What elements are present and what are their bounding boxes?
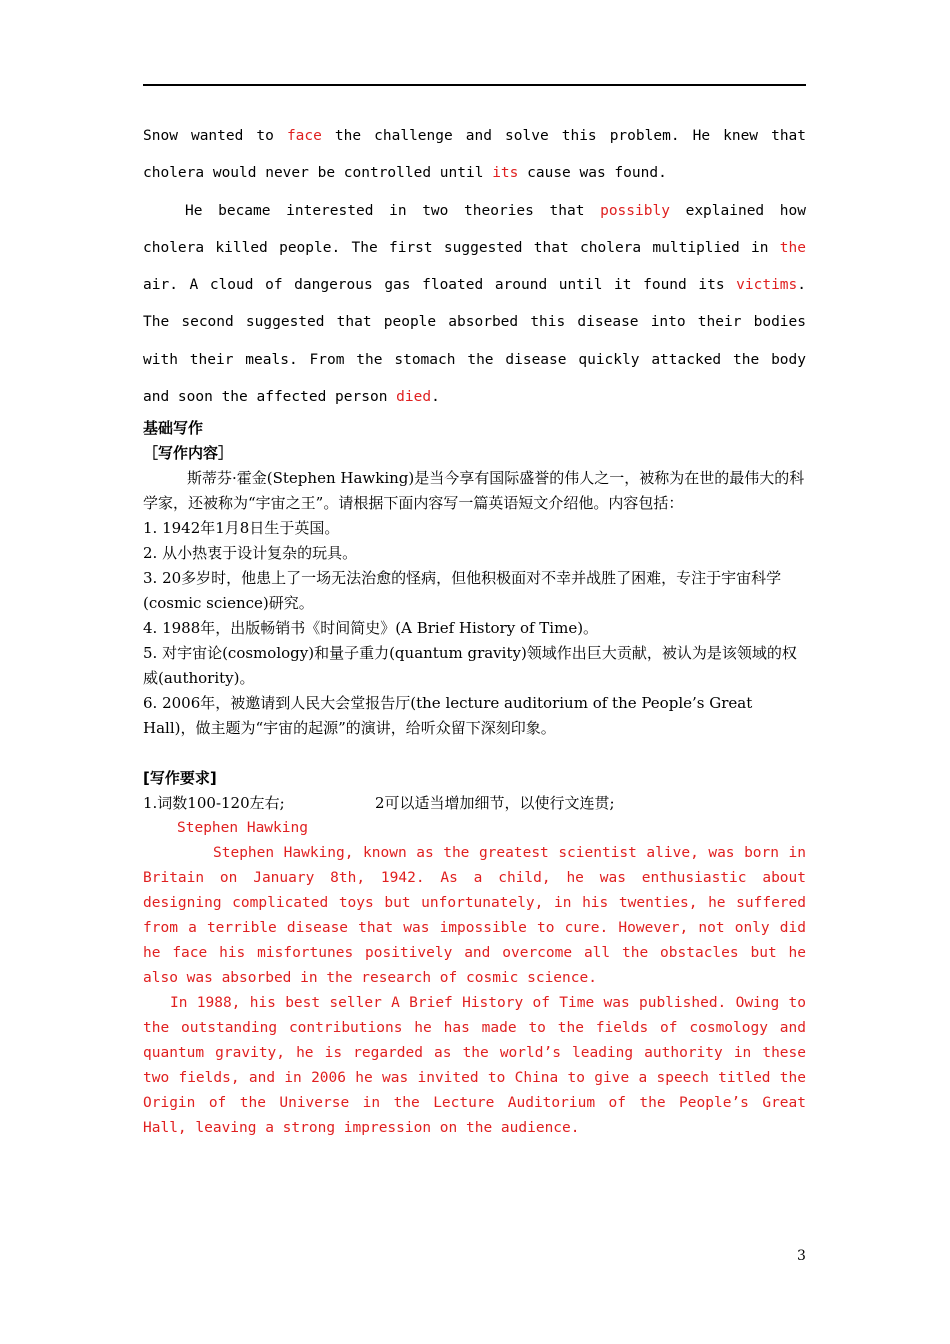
- essay-paragraph-1: Stephen Hawking, known as the greatest scientist alive, was born in Britain on January 8th, 1942. As a child, he was enthusiastic about designing complicated toys but unfortunately, in his twenties, he suffered from a terrible disease that was impossible to cure. However, not only did he face his misfortunes positively and overcome all the obstacles but he also was absorbed in the research of cosmic science.: [143, 845, 806, 986]
- content-item: 5. 对宇宙论(cosmology)和量子重力(quantum gravity)领域作出巨大贡献，被认为是该领域的权威(authority)。: [143, 644, 797, 687]
- header-rule: [143, 84, 806, 86]
- answer-word: possibly: [600, 202, 670, 219]
- page-number: 3: [797, 1248, 806, 1264]
- answer-word: face: [286, 128, 322, 144]
- reading-passage: [143, 118, 806, 416]
- answer-word: died: [396, 389, 432, 406]
- answer-word: its: [492, 165, 519, 182]
- content-item: 1. 1942年1月8日生于英国。: [143, 519, 340, 537]
- requirement-1: 1.词数100-120左右;: [143, 794, 285, 812]
- passage-text: the challenge and solve this problem. He knew that cholera would never be controlled until: [143, 128, 807, 182]
- requirements-line: [143, 791, 806, 816]
- content-heading: ［写作内容］: [143, 444, 234, 462]
- essay-title: Stephen Hawking: [177, 820, 308, 836]
- model-essay: [143, 816, 806, 1141]
- spacer: [143, 741, 806, 766]
- passage-paragraph-1: [143, 118, 806, 193]
- passage-text: cause was found.: [518, 165, 667, 182]
- passage-paragraph-2: [143, 193, 806, 417]
- essay-paragraph-2: In 1988, his best seller A Brief History of Time was published. Owing to the outstanding contributions he has made to the fields of cosmology and quantum gravity, he is regarded as the world’s leading authority in these two fields, and in 2006 he was invited to China to give a speech titled the Origin of the Universe in the Lecture Auditorium of the People’s Great Hall, leaving a strong impression on the audience.: [143, 995, 806, 1136]
- passage-text: He became interested in two theories that: [185, 202, 601, 219]
- requirement-2: 2可以适当增加细节，以使行文连贯;: [375, 794, 615, 812]
- passage-text: Snow wanted to: [143, 128, 287, 144]
- passage-text: air. A cloud of dangerous gas floated around until it found its: [143, 277, 737, 294]
- content-item: 3. 20多岁时，他患上了一场无法治愈的怪病，但他积极面对不幸并战胜了困难，专注于宇宙科学(cosmic science)研究。: [143, 569, 782, 612]
- passage-text: . The second suggested that people absorbed this disease into their bodies with their meals. From the stomach the disease quickly attacked the body and soon the affected person: [143, 277, 806, 406]
- answer-word: the: [779, 239, 806, 256]
- passage-text: .: [431, 389, 440, 406]
- content-item: 6. 2006年，被邀请到人民大会堂报告厅(the lecture auditorium of the People’s Great Hall)，做主题为“宇宙的起源”的演讲，给听众留下深刻印象。: [143, 694, 753, 737]
- task-intro: 斯蒂芬·霍金(Stephen Hawking)是当今享有国际盛誉的伟人之一，被称为在世的最伟大的科学家，还被称为“宇宙之王”。请根据下面内容写一篇英语短文介绍他。内容包括：: [143, 469, 805, 512]
- requirements-heading: [写作要求]: [143, 769, 217, 787]
- section-title: 基础写作: [143, 419, 204, 437]
- content-item: 2. 从小热衷于设计复杂的玩具。: [143, 544, 358, 562]
- answer-word: victims: [736, 277, 798, 294]
- writing-section: [143, 416, 806, 1141]
- content-item: 4. 1988年，出版畅销书《时间简史》(A Brief History of Time)。: [143, 619, 599, 637]
- passage-text: explained how cholera killed people. The first suggested that cholera multiplied in: [143, 202, 806, 256]
